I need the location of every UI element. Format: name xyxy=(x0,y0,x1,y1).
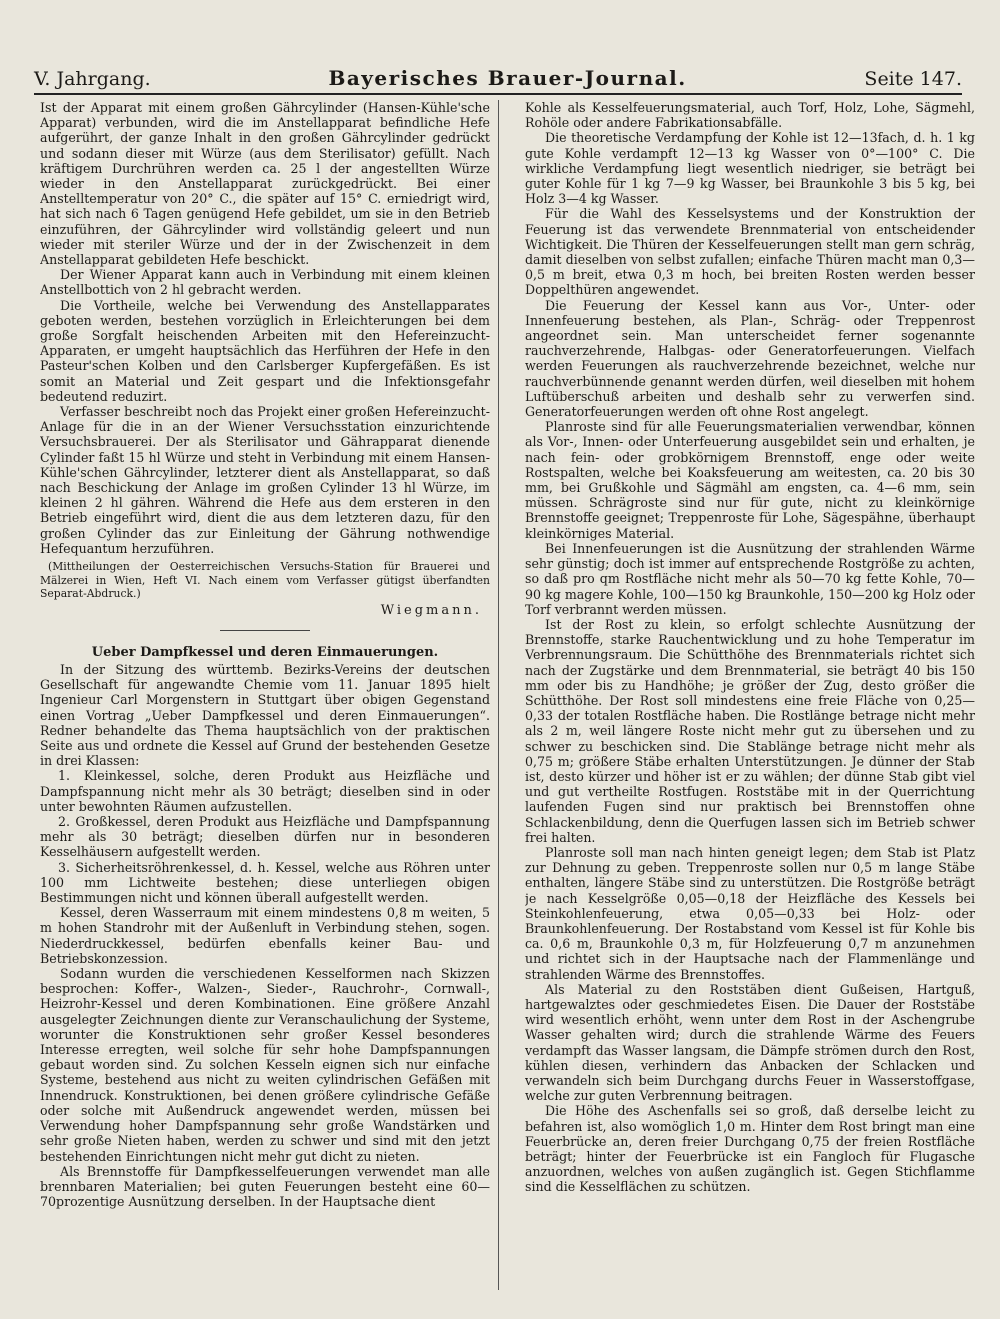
paragraph: Planroste soll man nach hinten geneigt legen; dem Stab ist Platz zur Dehnung zu geben. Treppenroste sollen nur 0,5 m lange Stäbe enthalten, längere Stäbe sind zu unterstützen. Die Rostgröße beträgt je nach Kesselgröße 0,05—0,18 der Heizfläche des Kessels bei Steinkohlenfeuerung, etwa 0,05—0,33 bei Holz- oder Braunkohlenfeuerung. Der Rostabstand vom Kessel ist für Kohle bis ca. 0,6 m, Braunkohle 0,3 m, für Holzfeuerung 0,7 m anzunehmen und richtet sich in der Hauptsache nach der Flammenlänge und strahlenden Wärme des Brennstoffes. xyxy=(525,844,975,982)
author-signature: Wiegmann. xyxy=(380,602,482,618)
paragraph: Für die Wahl des Kesselsystems und der Konstruktion der Feuerung ist das verwendete Brennmaterial von entscheidender Wichtigkeit. Die Thüren der Kesselfeuerungen stellt man gern schräg, damit dieselben von selbst zufallen; einfache Thüren macht man 0,3—0,5 m breit, etwa 0,3 m hoch, bei breiten Rosten werden besser Doppelthüren angewendet. xyxy=(525,206,975,298)
journal-title: Bayerisches Brauer-Journal. xyxy=(328,66,687,90)
paragraph: Ist der Rost zu klein, so erfolgt schlechte Ausnützung der Brennstoffe, starke Rauchentwicklung und zu hohe Temperatur im Verbrennungsraum. Die Schütthöhe des Brennmaterials richtet sich nach der Zugstärke und dem Brennmaterial, sie beträgt 40 bis 150 mm oder bis zu Handhöhe; je größer der Zug, desto größer die Schütthöhe. Der Rost soll mindestens eine freie Fläche von 0,25—0,33 der totalen Rostfläche haben. Die Rostlänge betrage nicht mehr als 2 m, weil längere Roste nicht mehr gut zu übersehen und zu schwer zu beschicken sind. Die Stablänge betrage nicht mehr als 0,75 m; größere Stäbe erhalten Unterstützungen. Je dünner der Stab ist, desto kürzer und höher ist er zu wählen; der dünne Stab gibt viel und gut vertheilte Rostfugen. Roststäbe mit in der Querrichtung laufenden Fugen sind nur praktisch bei Brennstoffen ohne Schlackenbildung, denn die Querfugen lassen sich im Betrieb schwer frei halten. xyxy=(525,616,975,845)
paragraph: Ist der Apparat mit einem großen Gährcylinder (Hansen-Kühle'sche Apparat) verbunden, wird die im Anstellapparat befindliche Hefe aufgerührt, der ganze Inhalt in den großen Gährcylinder gedrückt und sodann dieser mit Würze (aus dem Sterilisator) gefüllt. Nach kräftigem Durchrühren werden ca. 25 l der angestellten Würze wieder in den Anstellapparat zurückgedrückt. Bei einer Anstelltemperatur von 20° C., die später auf 15° C. erniedrigt wird, hat sich nach 6 Tagen genügend Hefe gebildet, um sie in den Betrieb einzuführen, der Gährcylinder wird vollständig geleert und nun wieder mit steriler Würze und der in der Zwischenzeit in dem Anstellapparat gebildeten Hefe beschickt. xyxy=(40,100,490,268)
list-item: 1. Kleinkessel, solche, deren Produkt aus Heizfläche und Dampfspannung nicht mehr als 30 beträgt; dieselben sind in oder unter bewohnten Räumen aufzustellen. xyxy=(40,768,490,814)
paragraph: Planroste sind für alle Feuerungsmaterialien verwendbar, können als Vor-, Innen- oder Unterfeuerung ausgebildet sein und erhalten, je nach fein- oder grobkörnigem Brennstoff, enge oder weite Rostspalten, welche bei Koaksfeuerung am weitesten, ca. 20 bis 30 mm, bei Grußkohle und Sägmähl am engsten, ca. 4—6 mm, sein müssen. Schrägroste sind nur für gute, nicht zu kleinkörnige Brennstoffe geeignet; Treppenroste für Lohe, Sägespähne, überhaupt kleinkörniges Material. xyxy=(525,419,975,541)
article-separator xyxy=(220,630,310,631)
paragraph: Sodann wurden die verschiedenen Kesselformen nach Skizzen besprochen: Koffer-, Walzen-, Sieder-, Rauchrohr-, Cornwall-, Heizrohr-Kessel und deren Kombinationen. Eine größere Anzahl ausgelegter Zeichnungen diente zur Veranschaulichung der Systeme, worunter die Konstruktionen sehr großer Kessel besonderes Interesse erregten, weil solche für sehr hohe Dampfspannungen gebaut worden sind. Zu solchen Kesseln eignen sich nur einfache Systeme, bestehend aus nicht zu weiten cylindrischen Gefäßen mit Innendruck. Konstruktionen, bei denen größere cylindrische Gefäße oder solche mit Außendruck angewendet werden, müssen bei Verwendung hoher Dampfspannung sehr große Wandstärken und sehr große Nieten haben, werden zu schwer und sind mit den jetzt bestehenden Einrichtungen nicht mehr gut dicht zu nieten. xyxy=(40,966,490,1164)
boiler-class-list xyxy=(40,768,490,905)
paragraph: Die Feuerung der Kessel kann aus Vor-, Unter- oder Innenfeuerung bestehen, als Plan-, Schräg- oder Treppenrost angeordnet sein. Man unterscheidet ferner sogenannte rauchverzehrende, Halbgas- oder Generatorfeuerungen. Vielfach werden Feuerungen als rauchverzehrende bezeichnet, welche nur rauchverbünnende genannt werden dürfen, weil dieselben mit hohem Luftüberschuß arbeiten und deshalb sehr zu verwerfen sind. Generatorfeuerungen werden oft ohne Rost angelegt. xyxy=(525,297,975,420)
right-column xyxy=(525,100,975,1290)
page-number: Seite 147. xyxy=(864,68,962,90)
header-rule xyxy=(34,93,962,95)
paragraph: Die theoretische Verdampfung der Kohle ist 12—13fach, d. h. 1 kg gute Kohle verdampft 12—13 kg Wasser von 0°—100° C. Die wirkliche Verdampfung liegt wesentlich niedriger, sie beträgt bei guter Kohle für 1 kg 7—9 kg Wasser, bei Braunkohle 3 bis 5 kg, bei Holz 3—4 kg Wasser. xyxy=(525,130,975,207)
list-item: 3. Sicherheitsröhrenkessel, d. h. Kessel, welche aus Röhren unter 100 mm Lichtweite bestehen; diese unterliegen obigen Bestimmungen nicht und können überall aufgestellt werden. xyxy=(40,859,490,906)
paragraph: Die Höhe des Aschenfalls sei so groß, daß derselbe leicht zu befahren ist, also womöglich 1,0 m. Hinter dem Rost bringt man eine Feuerbrücke an, deren freier Durchgang 0,75 der freien Rostfläche beträgt; hinter der Feuerbrücke ist ein Fangloch für Flugasche anzuordnen, welches von außen zugänglich ist. Gegen Stichflamme sind die Kesselflächen zu schützen. xyxy=(525,1103,975,1195)
columns xyxy=(40,100,975,1290)
left-column xyxy=(40,100,499,1290)
source-note: (Mittheilungen der Oesterreichischen Versuchs-Station für Brauerei und Mälzerei in Wien, Heft VI. Nach einem vom Verfasser gütigst überfandten Separat-Abdruck.) xyxy=(40,560,490,601)
paragraph: Der Wiener Apparat kann auch in Verbindung mit einem kleinen Anstellbottich von 2 hl gebracht werden. xyxy=(40,267,490,298)
list-item: 2. Großkessel, deren Produkt aus Heizfläche und Dampfspannung mehr als 30 beträgt; dieselben dürfen nur in besonderen Kesselhäusern aufgestellt werden. xyxy=(40,814,490,860)
paragraph: Als Brennstoffe für Dampfkesselfeuerungen verwendet man alle brennbaren Materialien; bei guten Feuerungen besteht eine 60—70prozentige Ausnützung derselben. In der Hauptsache dient xyxy=(40,1163,490,1210)
paragraph: Bei Innenfeuerungen ist die Ausnützung der strahlenden Wärme sehr günstig; doch ist immer auf entsprechende Rostgröße zu achten, so daß pro qm Rostfläche nicht mehr als 50—70 kg fette Kohle, 70—90 kg magere Kohle, 100—150 kg Braunkohle, 150—200 kg Holz oder Torf verbrannt werden müssen. xyxy=(525,540,975,617)
paragraph: In der Sitzung des württemb. Bezirks-Vereins der deutschen Gesellschaft für angewandte Chemie vom 11. Januar 1895 hielt Ingenieur Carl Morgenstern in Stuttgart über obigen Gegenstand einen Vortrag „Ueber Dampfkessel und deren Einmauerungen“. Redner behandelte das Thema hauptsächlich von der praktischen Seite aus und ordnete die Kessel auf Grund der bestehenden Gesetze in drei Klassen: xyxy=(40,662,490,769)
paragraph: Als Material zu den Roststäben dient Gußeisen, Hartguß, hartgewalztes oder geschmiedetes Eisen. Die Dauer der Roststäbe wird wesentlich erhöht, wenn unter dem Rost in der Aschengrube Wasser gehalten wird; durch die strahlende Wärme des Feuers verdampft das Wasser langsam, die Dämpfe strömen durch den Rost, kühlen diesen, verhindern das Anbacken der Schlacken und verwandeln sich beim Durchgang durchs Feuer in Wasserstoffgase, welche zur guten Verbrennung beitragen. xyxy=(525,981,975,1104)
volume-label: V. Jahrgang. xyxy=(34,68,151,90)
paragraph: Kohle als Kesselfeuerungsmaterial, auch Torf, Holz, Lohe, Sägmehl, Rohöle oder andere Fabrikationsabfälle. xyxy=(525,100,975,131)
paragraph: Verfasser beschreibt noch das Projekt einer großen Hefereinzucht-Anlage für die in an der Wiener Versuchsstation einzurichtende Versuchsbrauerei. Der als Sterilisator und Gährapparat dienende Cylinder faßt 15 hl Würze und steht in Verbindung mit einem Hansen-Kühle'schen Gährcylinder, letzterer dient als Anstellapparat, so daß nach Beschickung der Anlage im großen Cylinder 13 hl Würze, im kleinen 2 hl gähren. Während die Hefe aus dem ersteren in den Betrieb eingeführt wird, dient die aus dem letzteren dazu, für den großen Cylinder das zur Einleitung der Gährung nothwendige Hefequantum herzuführen. xyxy=(40,404,490,556)
article-heading: Ueber Dampfkessel und deren Einmauerungen. xyxy=(91,644,439,660)
paragraph: Kessel, deren Wasserraum mit einem mindestens 0,8 m weiten, 5 m hohen Standrohr mit der Außenluft in Verbindung stehen, sogen. Niederdruckkessel, bedürfen ebenfalls keiner Bau- und Betriebskonzession. xyxy=(40,905,490,966)
page-header xyxy=(34,66,962,90)
paragraph: Die Vortheile, welche bei Verwendung des Anstellapparates geboten werden, bestehen vorzüglich in Erleichterungen bei dem große Sorgfalt heischenden Arbeiten mit den Hefereinzucht-Apparaten, er umgeht hauptsächlich das Herführen der Hefe in den Pasteur'schen Kolben und den Carlsberger Kupfergefäßen. Es ist somit an Material und Zeit gespart und die Infektionsgefahr bedeutend reduzirt. xyxy=(40,297,490,404)
